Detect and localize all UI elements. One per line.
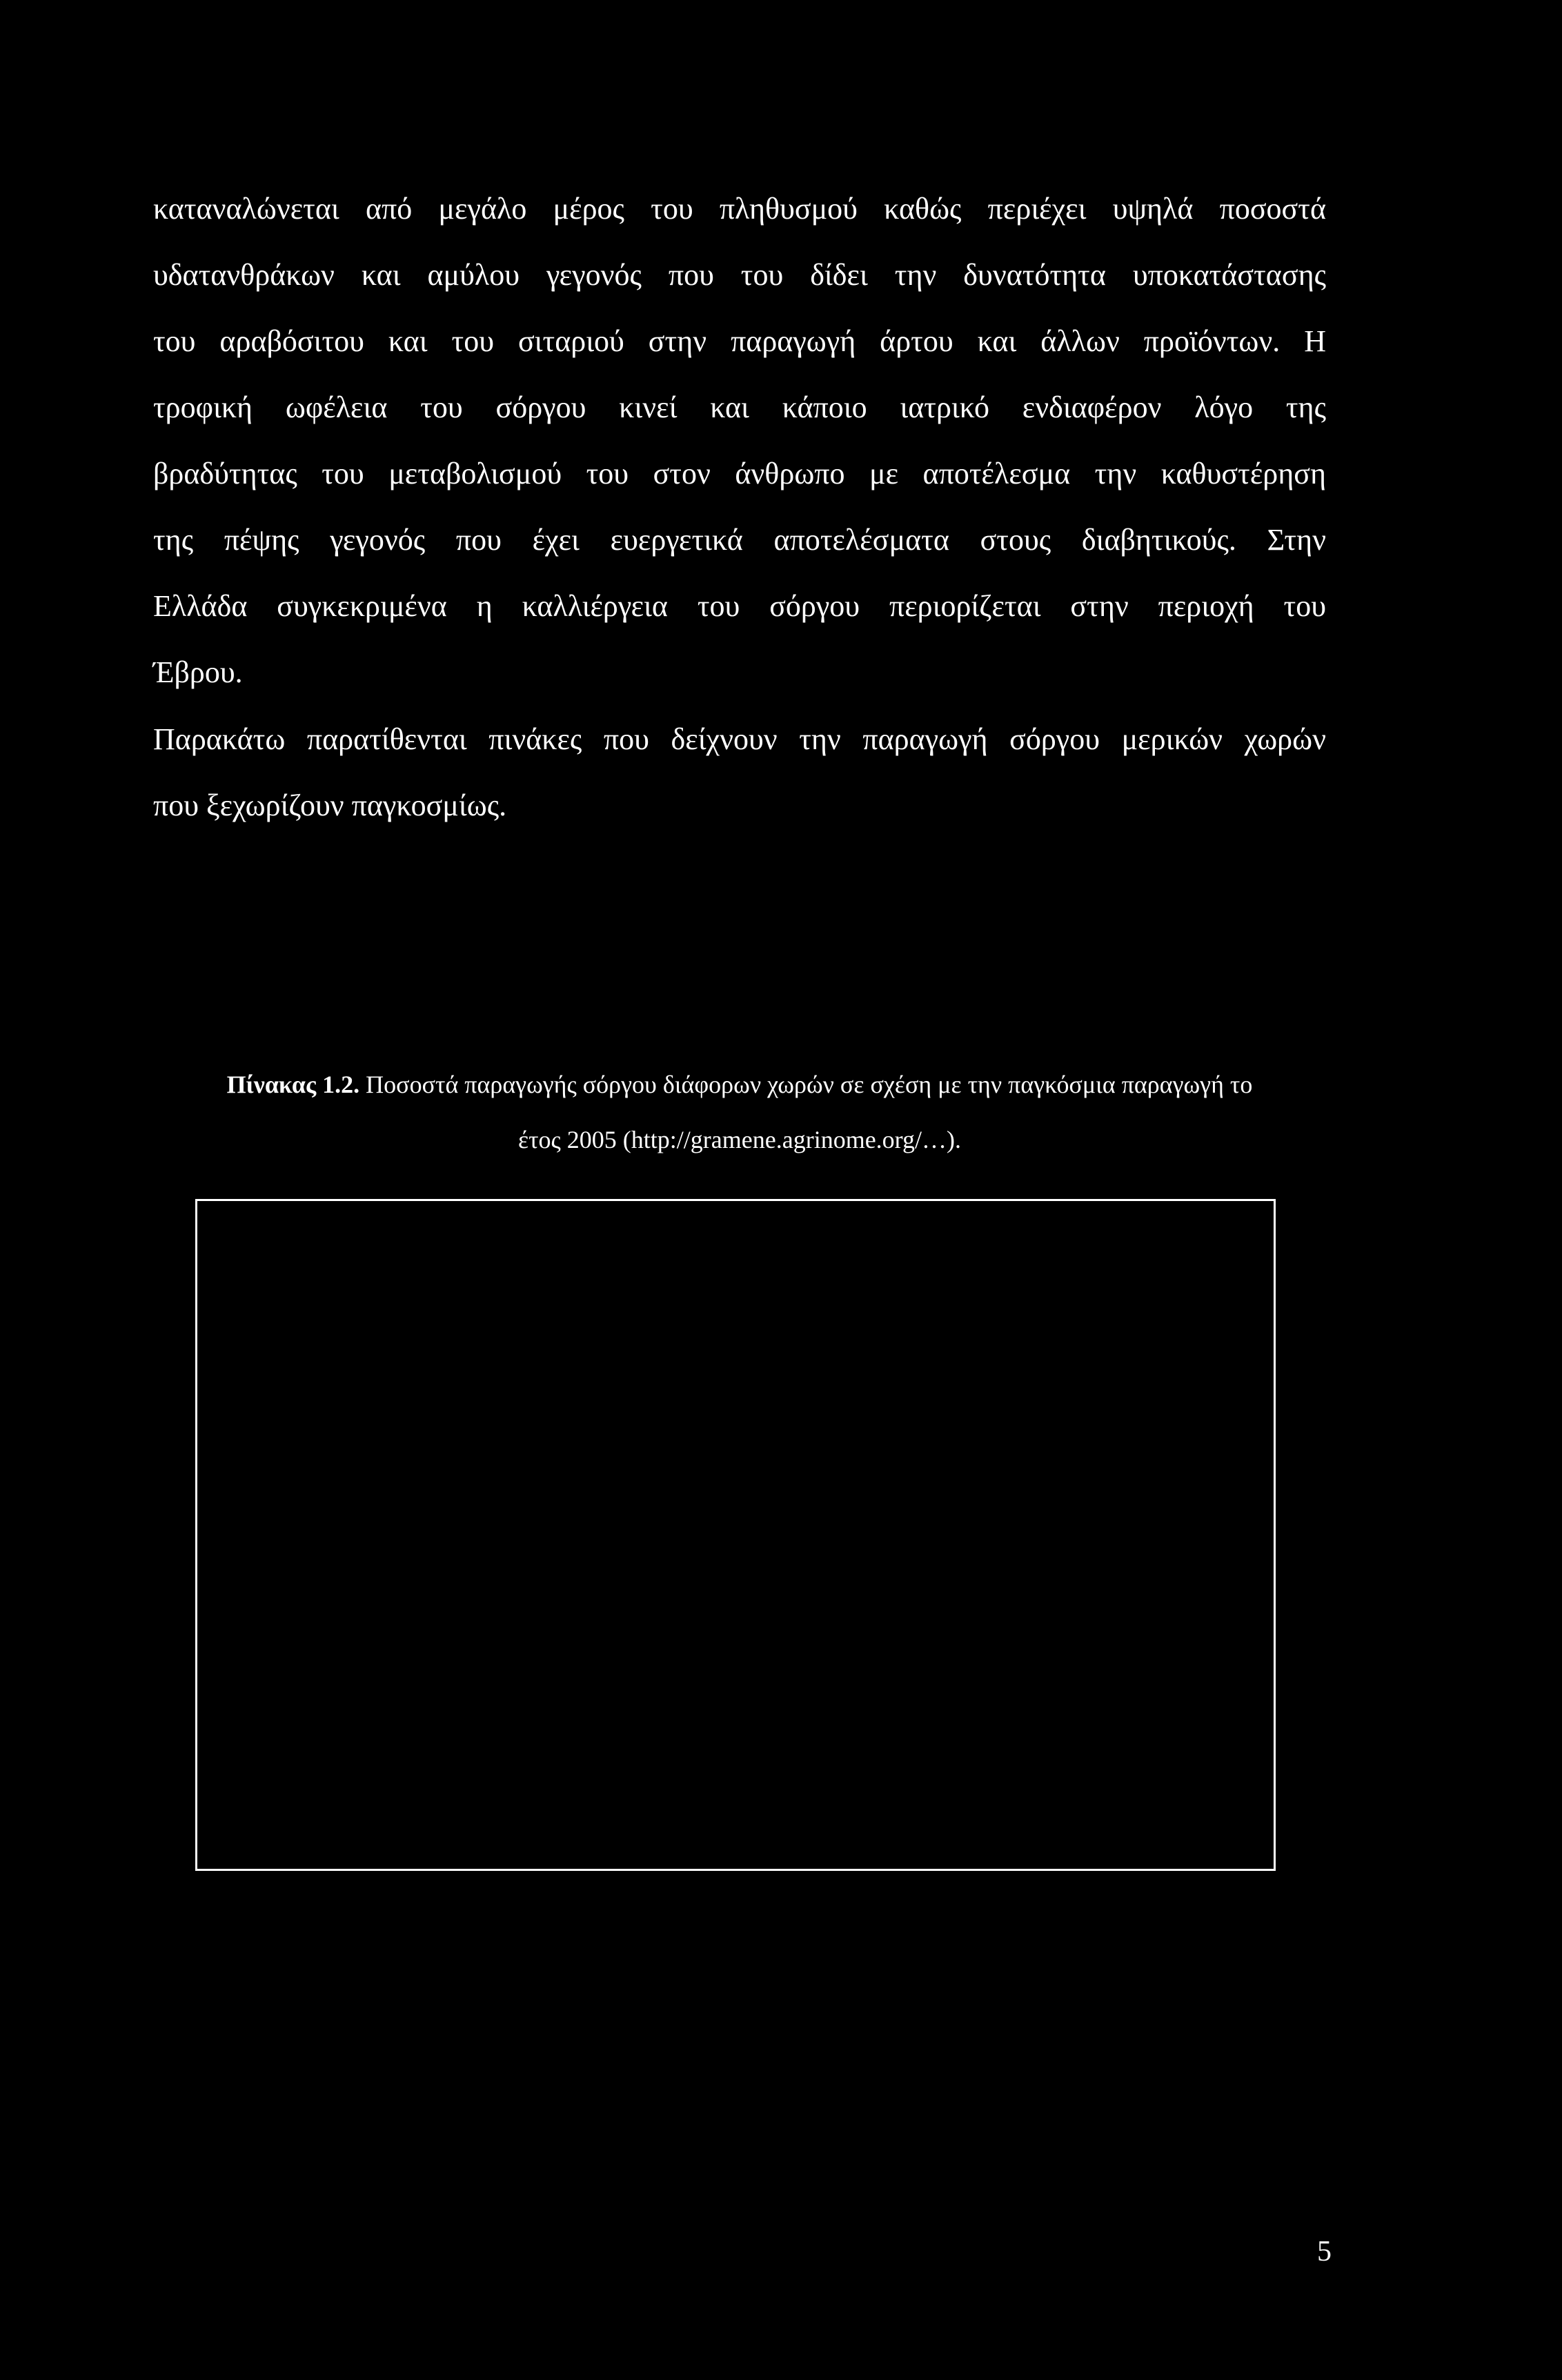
caption-line-2: έτος 2005 (http://gramene.agrinome.org/…). [517, 1126, 962, 1153]
caption-label: Πίνακας 1.2. [226, 1071, 360, 1098]
table-figure-placeholder [195, 1199, 1276, 1871]
paragraph-line: τροφική ωφέλεια του σόργου κινεί και κάποιο ιατρικό ενδιαφέρον λόγο της [153, 390, 1326, 424]
body-paragraph-tables-intro [153, 706, 1326, 839]
paragraph-line: υδατανθράκων και αμύλου γεγονός που του δίδει την δυνατότητα υποκατάστασης [153, 258, 1326, 292]
paragraph-line: καταναλώνεται από μεγάλο μέρος του πληθυσμού καθώς περιέχει υψηλά ποσοστά [153, 192, 1326, 226]
caption-text: Ποσοστά παραγωγής σόργου διάφορων χωρών σε σχέση με την παγκόσμια παραγωγή το [366, 1071, 1253, 1098]
paragraph-line: της πέψης γεγονός που έχει ευεργετικά αποτελέσματα στους διαβητικούς. Στην [153, 523, 1326, 557]
table-caption [153, 1057, 1326, 1167]
paragraph-line: Παρακάτω παρατίθενται πινάκες που δείχνουν την παραγωγή σόργου μερικών χωρών [153, 722, 1326, 756]
paragraph-line: Ελλάδα συγκεκριμένα η καλλιέργεια του σόργου περιορίζεται στην περιοχή του [153, 589, 1326, 623]
page-number: 5 [1317, 2236, 1332, 2268]
paragraph-line: του αραβόσιτου και του σιταριού στην παραγωγή άρτου και άλλων προϊόντων. Η [153, 324, 1326, 358]
body-paragraph-sorghum-use [153, 176, 1326, 706]
paragraph-line: που ξεχωρίζουν παγκοσμίως. [153, 789, 507, 822]
caption-line-1 [153, 1057, 1326, 1112]
paragraph-line: βραδύτητας του μεταβολισμού του στον άνθρωπο με αποτέλεσμα την καθυστέρηση [153, 457, 1326, 490]
paragraph-line: Έβρου. [153, 655, 243, 689]
